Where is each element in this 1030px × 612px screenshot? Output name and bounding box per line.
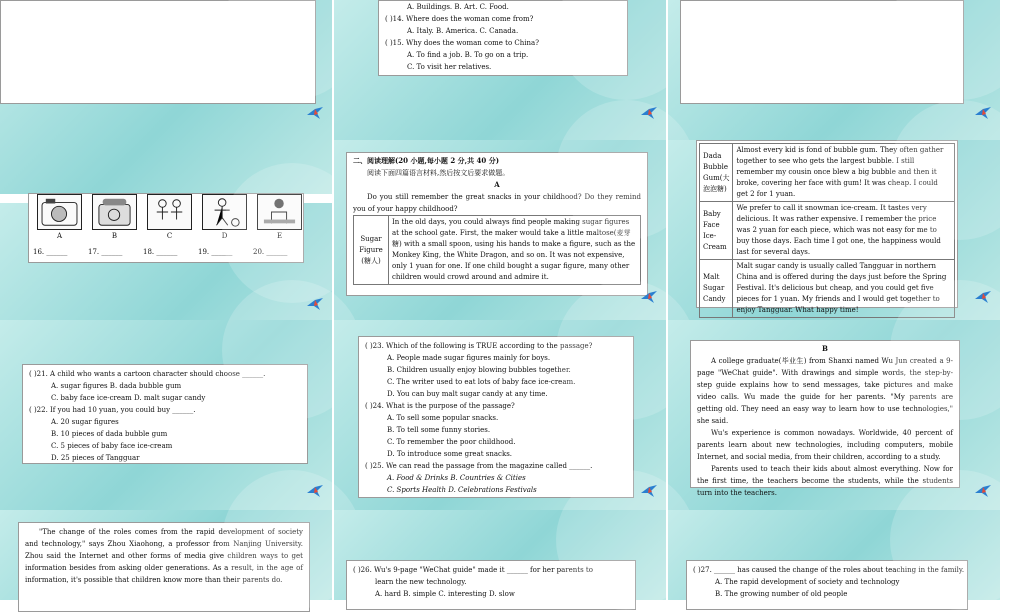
passage-paragraph: Parents used to teach their kids about almost everything. Now for the first time, the teachers become the students, while the students turn into the teachers.	[697, 465, 953, 497]
answer-blank[interactable]: 18. ______	[143, 248, 178, 256]
snack-name-cell: Malt Sugar Candy	[700, 260, 733, 318]
bird-icon	[974, 106, 992, 120]
slide-7-question-panel	[22, 364, 308, 464]
question-line: A. To find a job. B. To go on a trip.	[407, 51, 529, 59]
picture-label: E	[276, 232, 283, 240]
question-line: B. The growing number of old people	[715, 590, 848, 598]
slide-3-panel	[680, 0, 964, 104]
question-line: B. To tell some funny stories.	[387, 426, 491, 434]
passage-paragraph: A college graduate(毕业生) from Shanxi named Wu Jun created a 9-page "WeChat guide". With drawings and simple words, the step-by-step guide explains how to send messages, take pictures and make video calls. Wu made the guide for her parents. "My parents are getting old. They need an easy way to learn how to use technologies," she said.	[697, 357, 953, 425]
table-row	[700, 202, 955, 260]
snack-description-cell: Almost every kid is fond of bubble gum. They often gather together to see who gets the largest bubble. I still remember my cousin once blew a big bubble and then it broke, covering her face with gum! It was cheap. I could get 2 for 1 yuan.	[733, 144, 955, 202]
slide-10-passage-panel	[18, 522, 310, 612]
question-line: ( )23. Which of the following is TRUE according to the passage?	[365, 342, 593, 350]
snack-name-cell: Baby Face Ice-Cream	[700, 202, 733, 260]
camera-icon	[37, 194, 82, 230]
snack-table	[353, 215, 641, 285]
slide-6-table-panel	[696, 140, 958, 314]
question-line: A. 20 sugar figures	[51, 418, 119, 426]
question-line: D. You can buy malt sugar candy at any time.	[387, 390, 548, 398]
picture-row	[29, 194, 303, 230]
slide-1-panel	[0, 0, 316, 104]
question-line: A. The rapid development of society and technology	[715, 578, 900, 586]
passage-letter: A	[494, 180, 500, 189]
question-line: ( )21. A child who wants a cartoon character should choose ______.	[29, 370, 266, 378]
picture-label-row	[29, 230, 303, 242]
snack-name-cell: Sugar Figure (糖人)	[354, 216, 389, 285]
table-row	[700, 144, 955, 202]
passage-letter: B	[822, 344, 828, 353]
picture-label: A	[56, 232, 63, 240]
answer-blank-row	[29, 246, 303, 258]
bird-icon	[640, 290, 658, 304]
question-line: ( )15. Why does the woman come to China?	[385, 39, 539, 47]
picture-label: D	[221, 232, 228, 240]
question-line: C. To visit her relatives.	[407, 63, 492, 71]
question-line: ( )27. ______ has caused the change of the roles about teaching in the family.	[693, 566, 965, 574]
answer-blank[interactable]: 19. ______	[198, 248, 233, 256]
bird-icon	[306, 106, 324, 120]
telephone-icon	[92, 194, 137, 230]
question-line: A. sugar figures B. dada bubble gum	[51, 382, 182, 390]
slide-11[interactable]	[334, 510, 666, 600]
question-line: learn the new technology.	[375, 578, 467, 586]
passage-intro: Do you still remember the great snacks in your childhood? Do they remind you of your happy childhood?	[353, 193, 641, 213]
question-line: B. Children usually enjoy blowing bubbles together.	[387, 366, 571, 374]
question-line: C. The writer used to eat lots of baby face ice-cream.	[387, 378, 576, 386]
question-line: ( )24. What is the purpose of the passage?	[365, 402, 515, 410]
boy-with-ball-icon	[202, 194, 247, 230]
bird-icon	[640, 106, 658, 120]
bird-icon	[640, 484, 658, 498]
passage-paragraph: "The change of the roles comes from the rapid development of society and technology," says Zhou Xiaohong, a professor from Nanjing University. Zhou said the Internet and other forms of media give children ways to get information besides from asking older generations. As a result, in the age of information, it's possible that children know more than their parents do.	[25, 528, 303, 584]
question-line: ( )14. Where does the woman come from?	[385, 15, 534, 23]
question-line: A. hard B. simple C. interesting D. slow	[375, 590, 515, 598]
question-line: C. baby face ice-cream D. malt sugar candy	[51, 394, 206, 402]
slide-12-question-panel	[686, 560, 968, 610]
table-row	[354, 216, 641, 285]
question-line: C. Sports Health D. Celebrations Festivals	[387, 486, 537, 494]
question-line: C. To remember the poor childhood.	[387, 438, 516, 446]
question-line: A. Italy. B. America. C. Canada.	[407, 27, 519, 35]
snack-description-cell: Malt sugar candy is usually called Tangguar in northern China and is offered during the days just before the Spring Festival. It's delicious but cheap, and you could get five pieces for 1 yuan. My friends and I would get together to enjoy Tangguar. What happy time!	[733, 260, 955, 318]
question-line: D. 25 pieces of Tangguar	[51, 454, 140, 462]
question-line: A. Food & Drinks B. Countries & Cities	[387, 474, 526, 482]
woman-at-desk-icon	[257, 194, 302, 230]
bird-icon	[974, 290, 992, 304]
passage-paragraph: Wu's experience is common nowadays. Worldwide, 40 percent of parents learn about new technologies, including computers, mobile Internet, and social media, from their children, according to a study.	[697, 429, 953, 461]
question-line: A. To sell some popular snacks.	[387, 414, 499, 422]
question-line: ( )25. We can read the passage from the magazine called ______.	[365, 462, 593, 470]
picture-label: B	[111, 232, 118, 240]
question-line: B. 10 pieces of dada bubble gum	[51, 430, 168, 438]
snack-table	[699, 143, 955, 318]
question-line: ( )26. Wu's 9-page "WeChat guide" made it ______ for her parents to	[353, 566, 593, 574]
slide-12[interactable]	[668, 510, 1000, 600]
slide-5-reading-panel	[346, 152, 648, 296]
answer-blank[interactable]: 16. ______	[33, 248, 68, 256]
slide-9-passage-panel	[690, 340, 960, 497]
section-instruction: 阅读下面四篇语言材料,然后按文后要求做题。	[367, 169, 510, 177]
slide-10[interactable]	[0, 510, 332, 600]
slide-2-question-panel	[378, 0, 628, 76]
snack-description-cell: In the old days, you could always find people making sugar figures at the school gate. First, the maker would take a little maltose(麦芽糖) with a small spoon, using his hands to make a figure, such as the Monkey King, the White Dragon, and so on. It was not expensive, only 1 yuan for one. If one child bought a sugar figure, many other children would crowd around and admire it.	[389, 216, 641, 285]
slide-11-question-panel	[346, 560, 636, 610]
question-line: D. To introduce some great snacks.	[387, 450, 513, 458]
question-line: A. People made sugar figures mainly for boys.	[387, 354, 551, 362]
answer-blank[interactable]: 17. ______	[88, 248, 123, 256]
section-header: 二、阅读理解(20 小题,每小题 2 分,共 40 分)	[353, 156, 500, 165]
slide-4-picture-panel	[28, 193, 304, 263]
snack-description-cell: We prefer to call it snowman ice-cream. It tastes very delicious. It was rather expensive. I remember the price was 2 yuan for each piece, which was not easy for me to buy those days. Each time I got one, the happiness would last for several days.	[733, 202, 955, 260]
bird-icon	[306, 484, 324, 498]
bird-icon	[974, 484, 992, 498]
slide-8-question-panel	[358, 336, 634, 498]
answer-blank[interactable]: 20. ______	[253, 248, 288, 256]
question-line: A. Buildings. B. Art. C. Food.	[407, 3, 509, 11]
picture-label: C	[166, 232, 173, 240]
bird-icon	[306, 297, 324, 311]
children-icon	[147, 194, 192, 230]
question-line: C. 5 pieces of baby face ice-cream	[51, 442, 173, 450]
snack-name-cell: Dada Bubble Gum(大泡泡糖)	[700, 144, 733, 202]
passage-body	[697, 355, 953, 499]
question-line: ( )22. If you had 10 yuan, you could buy ______.	[29, 406, 196, 414]
